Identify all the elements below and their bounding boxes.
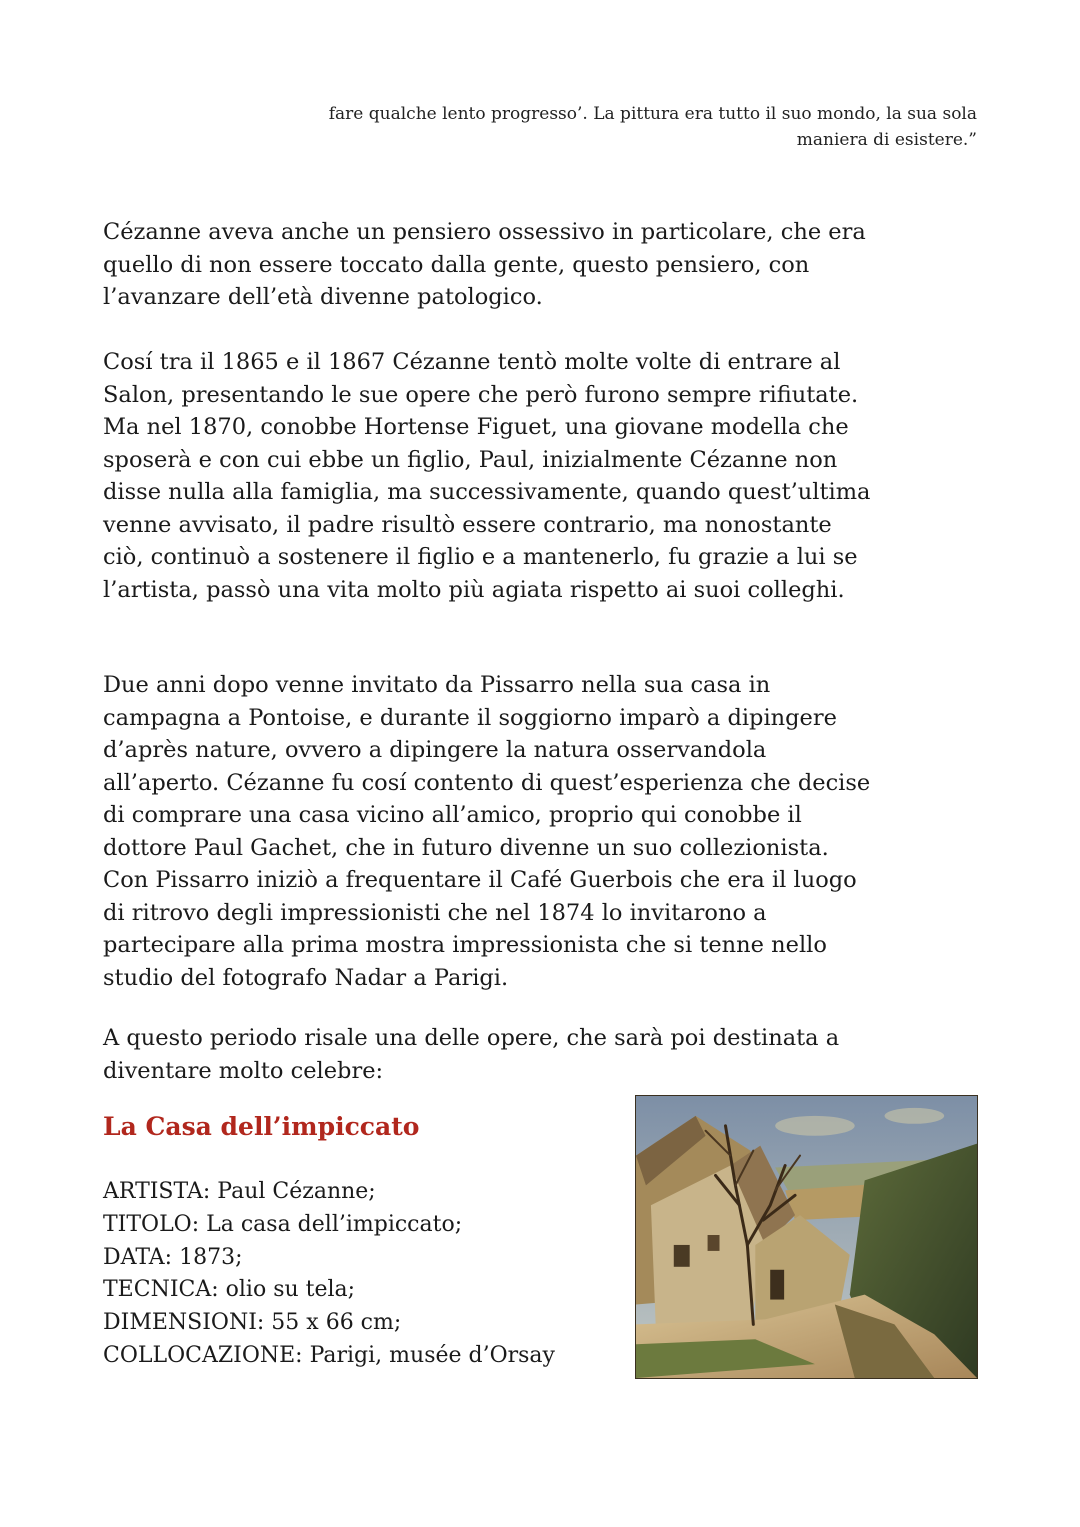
text-line: l’artista, passò una vita molto più agiata rispetto ai suoi colleghi.: [103, 576, 845, 603]
fact-location: COLLOCAZIONE: Parigi, musée d’Orsay: [103, 1342, 555, 1368]
text-line: ciò, continuò a sostenere il figlio e a mantenerlo, fu grazie a lui se: [103, 544, 858, 570]
text-line: venne avvisato, il padre risultò essere contrario, ma nonostante: [103, 511, 832, 538]
text-line: diventare molto celebre:: [103, 1057, 384, 1084]
paragraph-period: [103, 1022, 839, 1087]
text-line: sposerà e con cui ebbe un figlio, Paul, inizialmente Cézanne non: [103, 446, 838, 473]
text-line: A questo periodo risale una delle opere, che sarà poi destinata a: [103, 1025, 840, 1051]
text-line: Con Pissarro iniziò a frequentare il Café Guerbois che era il luogo: [103, 867, 857, 893]
painting-image: [635, 1095, 978, 1379]
paragraph-obsession: [103, 216, 866, 314]
fact-artist: ARTISTA: Paul Cézanne;: [103, 1179, 376, 1204]
text-line: Salon, presentando le sue opere che però furono sempre rifiutate.: [103, 381, 859, 408]
text-line: Cosí tra il 1865 e il 1867 Cézanne tentò molte volte di entrare al: [103, 349, 841, 375]
text-line: studio del fotografo Nadar a Parigi.: [103, 964, 509, 991]
fact-title: TITOLO: La casa dell’impiccato;: [103, 1211, 463, 1237]
text-line: quello di non essere toccato dalla gente, questo pensiero, con: [103, 251, 810, 278]
quote-line-2: maniera di esistere.”: [796, 130, 977, 150]
quote-line-1: fare qualche lento progresso’. La pittura era tutto il suo mondo, la sua sola: [328, 104, 977, 124]
text-line: partecipare alla prima mostra impressionista che si tenne nello: [103, 932, 827, 958]
text-line: all’aperto. Cézanne fu cosí contento di quest’esperienza che decise: [103, 769, 871, 796]
text-line: Cézanne aveva anche un pensiero ossessivo in particolare, che era: [103, 219, 866, 245]
paragraph-pissarro: [103, 669, 870, 994]
text-line: Ma nel 1870, conobbe Hortense Figuet, una giovane modella che: [103, 414, 849, 440]
fact-dimensions: DIMENSIONI: 55 x 66 cm;: [103, 1310, 402, 1336]
text-line: campagna a Pontoise, e durante il soggiorno imparò a dipingere: [103, 704, 837, 731]
text-line: d’après nature, ovvero a dipingere la natura osservandola: [103, 737, 767, 763]
text-line: dottore Paul Gachet, che in futuro divenne un suo collezionista.: [103, 834, 829, 861]
paragraph-salon: [103, 346, 870, 606]
fact-technique: TECNICA: olio su tela;: [103, 1277, 356, 1303]
artwork-heading: La Casa dell’impiccato: [103, 1112, 420, 1141]
text-line: l’avanzare dell’età divenne patologico.: [103, 284, 543, 310]
text-line: disse nulla alla famiglia, ma successivamente, quando quest’ultima: [103, 479, 871, 505]
artwork-facts: [103, 1176, 555, 1373]
fact-date: DATA: 1873;: [103, 1244, 243, 1270]
text-line: Due anni dopo venne invitato da Pissarro nella sua casa in: [103, 672, 771, 698]
text-line: di comprare una casa vicino all’amico, proprio qui conobbe il: [103, 802, 802, 828]
text-line: di ritrovo degli impressionisti che nel 1874 lo invitarono a: [103, 899, 767, 926]
